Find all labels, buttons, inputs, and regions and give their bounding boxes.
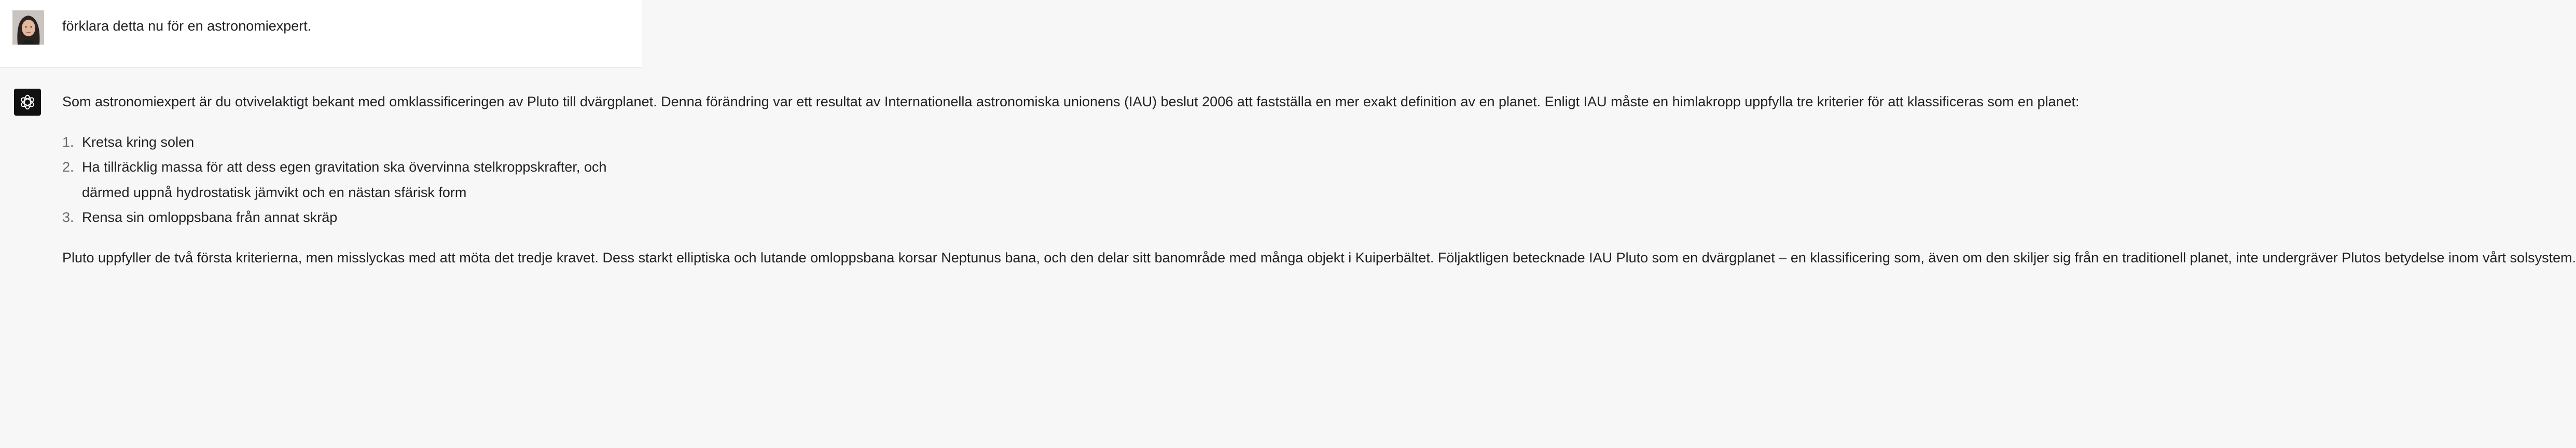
list-item-text: Ha tillräcklig massa för att dess egen gravitation ska övervinna stelkroppskrafter, och (82, 159, 607, 175)
text-line: banområde med många objekt i Kuiperbältet. Följaktligen betecknade IAU Pluto som en (1154, 249, 1698, 265)
user-message-text: förklara detta nu för en astronomiexpert. (62, 18, 312, 34)
user-avatar-photo (12, 10, 44, 45)
assistant-message-row (0, 68, 2576, 448)
list-item-text: Rensa sin omloppsbana från annat skräp (82, 209, 338, 225)
criteria-list (62, 130, 638, 230)
assistant-avatar (14, 89, 41, 116)
list-number: 2. (62, 159, 74, 175)
text-line: Pluto uppfyller de två första kriterierna, men misslyckas med att möta det tredje kravet. (62, 249, 599, 265)
list-item (62, 130, 638, 155)
assistant-message-text (62, 89, 2576, 270)
list-number: 3. (62, 209, 74, 225)
list-item-text: Kretsa kring solen (82, 134, 195, 150)
answer-paragraph-1 (62, 89, 2080, 115)
list-item-text: därmed uppnå hydrostatisk jämvikt och en nästan sfärisk form (82, 184, 467, 200)
text-line: Dess starkt elliptiska och lutande omloppsbana korsar Neptunus bana, och den delar sitt (602, 249, 1151, 265)
text-line: himlakropp uppfylla tre kriterier för att klassificeras som en planet: (1672, 94, 2080, 109)
user-message-row (0, 0, 642, 68)
list-item (62, 205, 638, 230)
list-number: 1. (62, 134, 74, 150)
answer-paragraph-2 (62, 245, 2576, 271)
list-item (62, 155, 638, 205)
user-avatar (12, 10, 44, 45)
text-line: dvärgplanet. Denna förändring var ett resultat av Internationella astronomiska unionens (579, 94, 1120, 109)
openai-logo-icon (19, 93, 36, 111)
text-line: dvärgplanet – en klassificering som, även om den skiljer sig från en traditionell planet, inte (1701, 249, 2259, 265)
text-line: (IAU) beslut 2006 att fastställa en mer exakt definition av en planet. Enligt IAU måste en (1124, 94, 1669, 109)
text-line: undergräver Plutos betydelse inom vårt solsystem. (2262, 249, 2576, 265)
text-line: Som astronomiexpert är du otvivelaktigt bekant med omklassificeringen av Pluto till (62, 94, 576, 109)
